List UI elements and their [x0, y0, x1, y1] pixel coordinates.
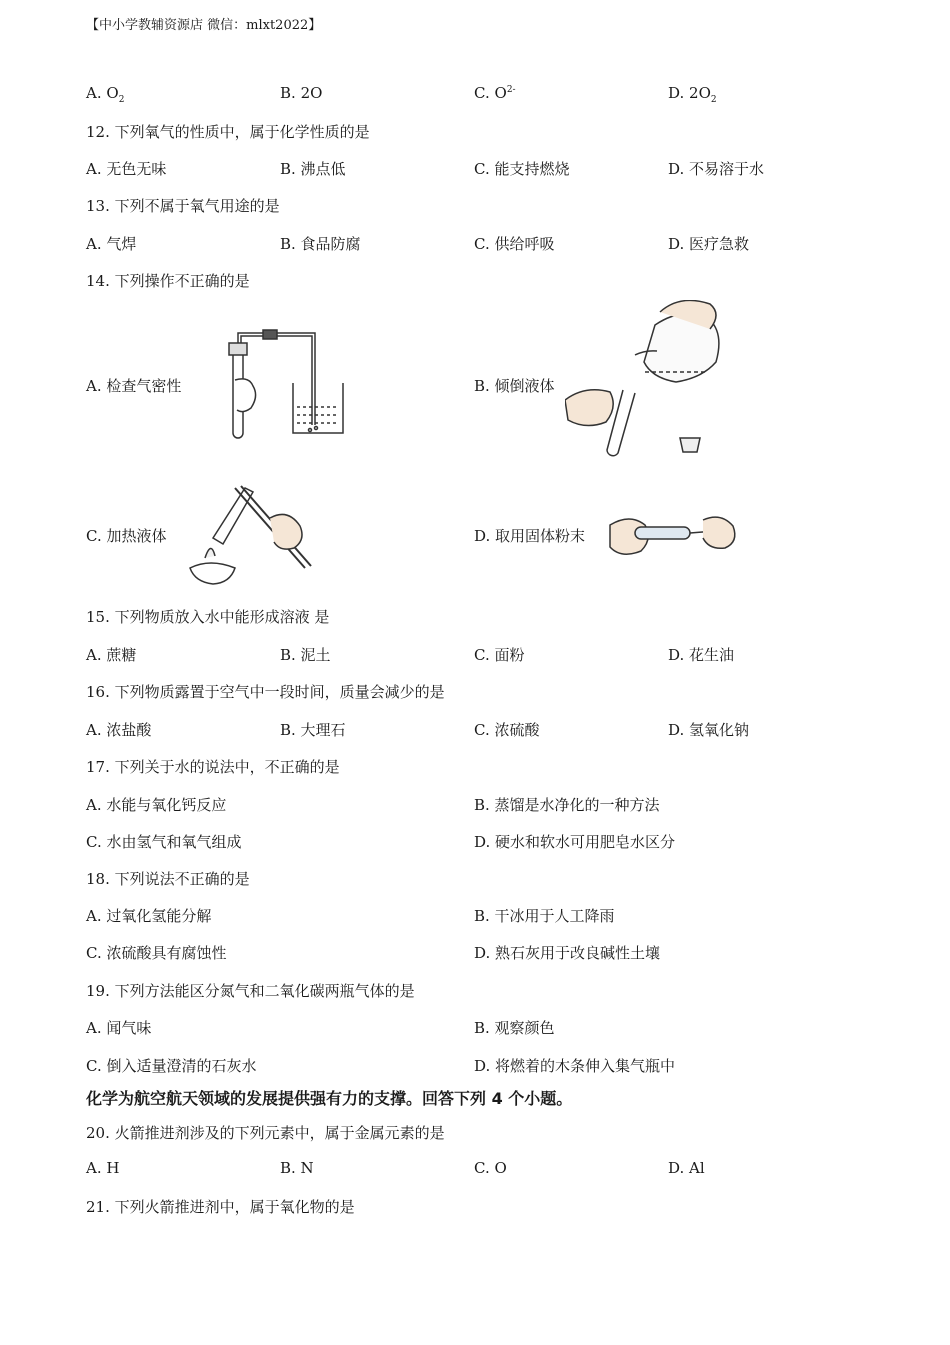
q12-stem: 12. 下列氧气的性质中，属于化学性质的是 — [86, 123, 370, 141]
q14-stem: 14. 下列操作不正确的是 — [86, 272, 250, 290]
q20-option-a: A. H — [86, 1159, 120, 1177]
q11-option-b: B. 2O — [280, 84, 323, 102]
section-heading: 化学为航空航天领域的发展提供强有力的支撑。回答下列 4 个小题。 — [86, 1089, 573, 1108]
q17-stem: 17. 下列关于水的说法中，不正确的是 — [86, 758, 340, 776]
q17-option-b: B. 蒸馏是水净化的一种方法 — [474, 796, 660, 814]
q13-option-b: B. 食品防腐 — [280, 235, 361, 253]
q18-option-b: B. 干冰用于人工降雨 — [474, 907, 615, 925]
q17-option-a: A. 水能与氧化钙反应 — [86, 796, 227, 814]
q15-option-b: B. 泥土 — [280, 646, 331, 664]
q16-option-b: B. 大理石 — [280, 721, 346, 739]
page-header: 【中小学教辅资源店 微信：mlxt2022】 — [86, 18, 322, 33]
q14-option-b: B. 倾倒液体 — [474, 377, 555, 395]
q19-option-d: D. 将燃着的木条伸入集气瓶中 — [474, 1057, 676, 1075]
q12-option-a: A. 无色无味 — [86, 160, 167, 178]
q11-option-a: A. $O_2$ — [86, 84, 125, 105]
q18-option-d: D. 熟石灰用于改良碱性土壤 — [474, 944, 661, 962]
q12-option-d: D. 不易溶于水 — [668, 160, 765, 178]
q18-option-c: C. 浓硫酸具有腐蚀性 — [86, 944, 227, 962]
q17-option-d: D. 硬水和软水可用肥皂水区分 — [474, 833, 676, 851]
q16-option-d: D. 氢氧化钠 — [668, 721, 750, 739]
q12-option-b: B. 沸点低 — [280, 160, 346, 178]
q13-option-c: C. 供给呼吸 — [474, 235, 555, 253]
q15-option-c: C. 面粉 — [474, 646, 525, 664]
q20-option-b: B. N — [280, 1159, 314, 1177]
q14-option-a: A. 检查气密性 — [86, 377, 182, 395]
q20-option-c: C. O — [474, 1159, 507, 1177]
q13-option-d: D. 医疗急救 — [668, 235, 750, 253]
q14-option-d: D. 取用固体粉末 — [474, 527, 586, 545]
q16-stem: 16. 下列物质露置于空气中一段时间，质量会减少的是 — [86, 683, 445, 701]
q18-option-a: A. 过氧化氢能分解 — [86, 907, 212, 925]
airtightness-check-figure — [195, 325, 350, 440]
heating-liquid-figure — [175, 478, 325, 588]
q17-option-c: C. 水由氢气和氧气组成 — [86, 833, 242, 851]
pouring-liquid-figure — [565, 300, 735, 465]
q20-stem: 20. 火箭推进剂涉及的下列元素中，属于金属元素的是 — [86, 1124, 445, 1142]
q20-option-d: D. Al — [668, 1159, 705, 1177]
q19-option-b: B. 观察颜色 — [474, 1019, 555, 1037]
q13-option-a: A. 气焊 — [86, 235, 137, 253]
q16-option-a: A. 浓盐酸 — [86, 721, 152, 739]
q19-stem: 19. 下列方法能区分氮气和二氧化碳两瓶气体的是 — [86, 982, 415, 1000]
q16-option-c: C. 浓硫酸 — [474, 721, 540, 739]
q15-option-d: D. 花生油 — [668, 646, 735, 664]
q12-option-c: C. 能支持燃烧 — [474, 160, 570, 178]
q11-option-d: D. $2O_2$ — [668, 84, 717, 105]
q21-stem: 21. 下列火箭推进剂中，属于氧化物的是 — [86, 1198, 355, 1216]
q19-option-a: A. 闻气味 — [86, 1019, 152, 1037]
q18-stem: 18. 下列说法不正确的是 — [86, 870, 250, 888]
q13-stem: 13. 下列不属于氧气用途的是 — [86, 197, 280, 215]
q19-option-c: C. 倒入适量澄清的石灰水 — [86, 1057, 257, 1075]
q11-option-c: C. $O^{2-}$ — [474, 84, 516, 102]
q15-stem: 15. 下列物质放入水中能形成溶液 是 — [86, 608, 330, 626]
q15-option-a: A. 蔗糖 — [86, 646, 137, 664]
powder-trough-figure — [605, 505, 740, 565]
q14-option-c: C. 加热液体 — [86, 527, 167, 545]
